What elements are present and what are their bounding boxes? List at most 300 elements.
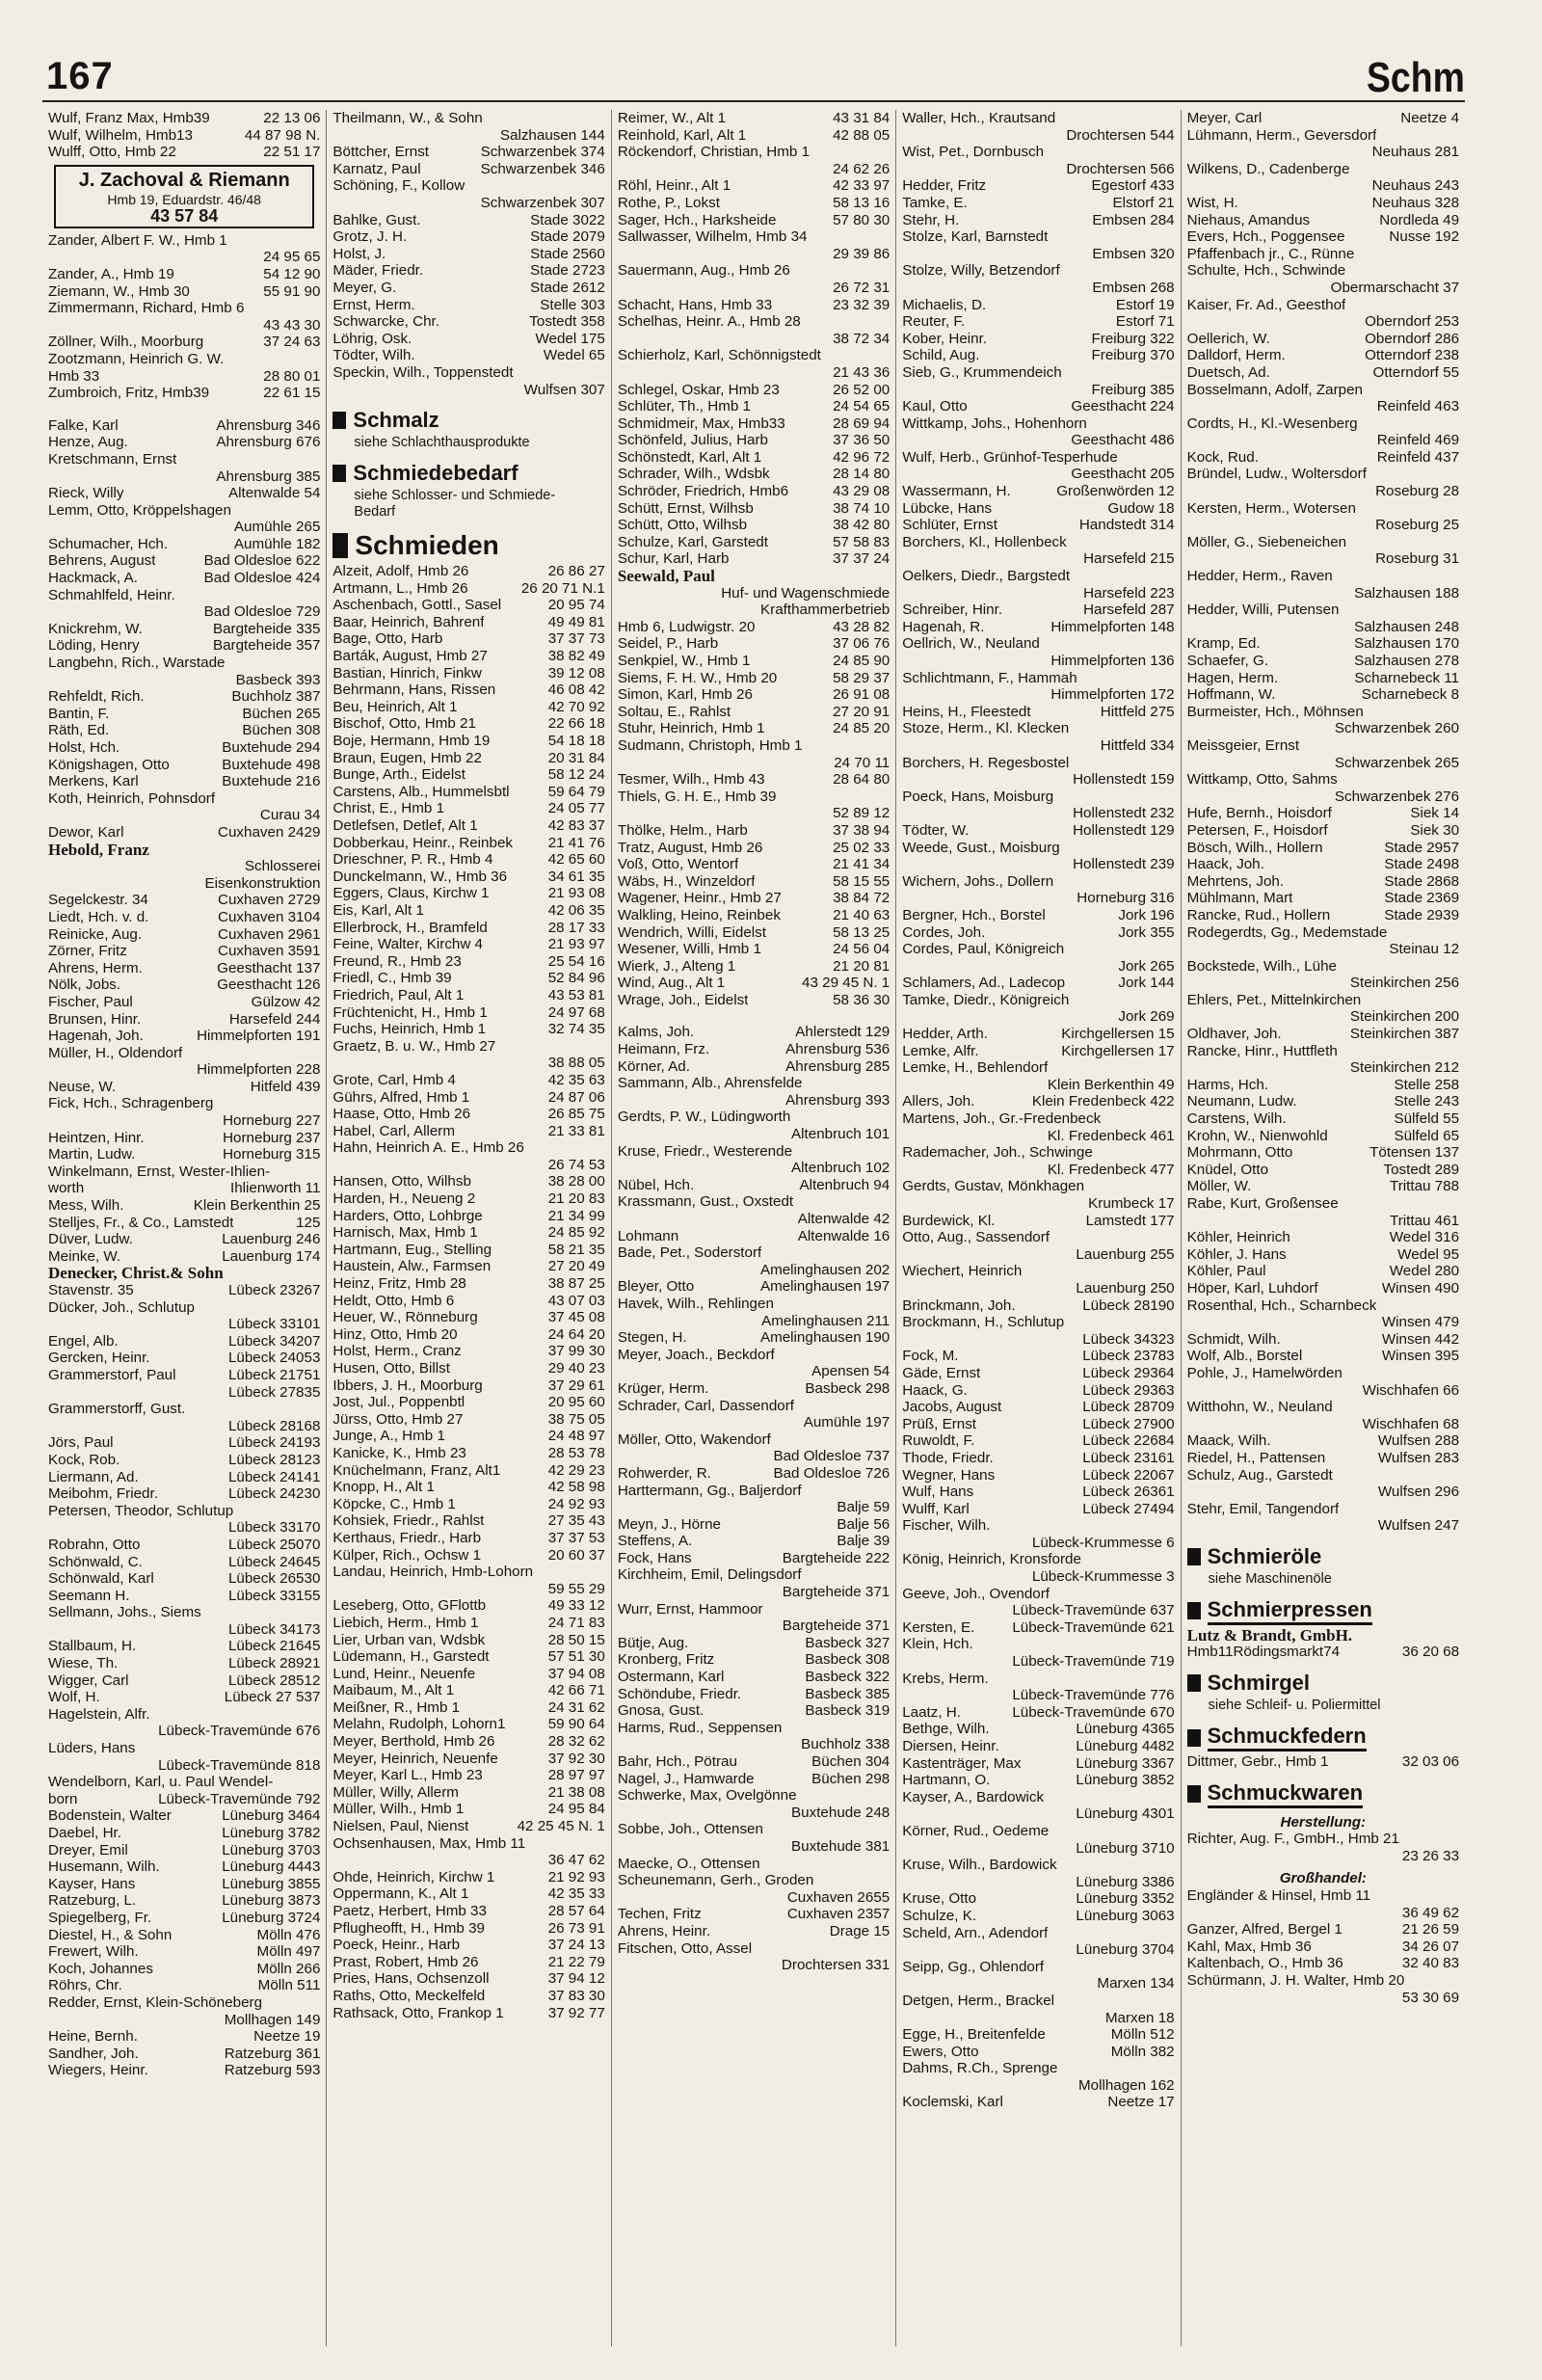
entry-name: Ehlers, Pet., Mittelnkirchen: [1186, 991, 1362, 1008]
entry-phone: 42 25 45 N. 1: [517, 1818, 605, 1835]
entry-phone: Freiburg 370: [1091, 347, 1175, 364]
entry-phone: 42 33 97: [833, 177, 891, 195]
listing-entry: [618, 534, 890, 551]
listing-entry: [1187, 873, 1459, 891]
listing-entry: [332, 382, 604, 399]
listing-entry: [618, 1821, 890, 1838]
entry-name: Schwarcke, Chr.: [332, 313, 439, 331]
entry-phone: Lüneburg 3464: [222, 1807, 321, 1825]
listing-entry: [902, 1144, 1174, 1162]
entry-name: Wagener, Heinr., Hmb 27: [617, 890, 782, 907]
listing-entry: [618, 1143, 890, 1161]
listing-entry: [618, 1805, 890, 1822]
entry-phone: Reinfeld 437: [1376, 448, 1460, 466]
entry-phone: Aumühle 182: [233, 535, 321, 552]
listing-entry: [618, 1889, 890, 1907]
entry-name: Hmb 33: [48, 367, 100, 385]
page-number: 167: [46, 55, 114, 97]
listing-entry: [902, 415, 1174, 433]
entry-name: Müller, Wilh., Hmb 1: [332, 1801, 465, 1818]
listing-entry: [1187, 1905, 1459, 1922]
entry-phone: Stade 2723: [530, 262, 605, 280]
entry-phone: Oberndorf 253: [1365, 313, 1460, 331]
category-title: Schmalz: [353, 408, 439, 433]
entry-phone: Mölln 266: [256, 1960, 321, 1977]
entry-phone: Freiburg 385: [1091, 381, 1175, 398]
listing-entry: [48, 1791, 320, 1808]
entry-phone: Lübeck-Krummesse 3: [1031, 1568, 1175, 1586]
listing-entry: [332, 936, 604, 953]
listing-entry: [618, 1092, 890, 1110]
entry-phone: Großenwörden 12: [1056, 483, 1175, 500]
listing-entry: [332, 1293, 604, 1310]
listing-entry: [1187, 1077, 1459, 1094]
listing-entry: [618, 1635, 890, 1652]
entry-phone: 28 53 78: [547, 1444, 605, 1461]
listing-entry: [332, 580, 604, 598]
entry-phone: Cuxhaven 3104: [218, 908, 321, 925]
entry-phone: 24 48 97: [547, 1428, 605, 1445]
entry-name: Schulte, Hch., Schwinde: [1186, 262, 1346, 280]
listing-entry: [902, 704, 1174, 721]
entry-phone: Schlosserei: [244, 858, 321, 875]
listing-entry: [332, 1089, 604, 1107]
entry-phone: Wischhafen 68: [1362, 1415, 1460, 1432]
listing-entry: [902, 840, 1174, 857]
entry-name: Stuhr, Heinrich, Hmb 1: [617, 720, 765, 737]
listing-entry: [332, 144, 604, 161]
entry-phone: 36 20 68: [1401, 1644, 1460, 1661]
entry-name: Koch, Johannes: [48, 1960, 153, 1977]
listing-entry: [902, 1789, 1174, 1806]
entry-name: Wrage, Joh., Eidelst: [617, 991, 749, 1008]
entry-name: Gnosa, Gust.: [617, 1702, 705, 1720]
entry-phone: Ahlerstedt 129: [795, 1024, 891, 1041]
entry-phone: Ahrensburg 393: [785, 1091, 891, 1109]
listing-entry: [332, 1157, 604, 1174]
entry-name: Bade, Pet., Soderstorf: [617, 1244, 762, 1262]
listing-entry: [618, 1109, 890, 1126]
entry-name: Dobberkau, Heinr., Reinbek: [332, 834, 513, 851]
listing-entry: [332, 1462, 604, 1480]
entry-phone: 24 31 62: [547, 1698, 605, 1716]
entry-phone: Altenwalde 42: [797, 1211, 891, 1227]
entry-phone: Embsen 320: [1092, 245, 1175, 262]
entry-name: Maack, Wilh.: [1186, 1432, 1271, 1450]
listing-entry: [332, 1173, 604, 1190]
listing-entry: [48, 1774, 320, 1791]
entry-name: Hmb11Rödingsmarkt74: [1186, 1644, 1341, 1661]
entry-phone: Horneburg 227: [223, 1112, 321, 1130]
listing-entry: [902, 1128, 1174, 1145]
entry-phone: Nordleda 49: [1379, 211, 1460, 228]
entry-phone: 24 85 92: [547, 1224, 605, 1242]
listing-entry: [902, 1162, 1174, 1179]
listing-entry: [1187, 1939, 1459, 1956]
listing-entry: [902, 1975, 1174, 1992]
listing-entry: [332, 1835, 604, 1853]
listing-entry: [332, 1818, 604, 1835]
bold-listing: Lutz & Brandt, GmbH.: [1186, 1625, 1353, 1645]
entry-name: Zander, A., Hmb 19: [48, 265, 174, 282]
entry-name: Thölke, Helm., Harb: [617, 821, 748, 839]
listing-entry: [618, 1024, 890, 1041]
entry-name: Thiels, G. H. E., Hmb 39: [617, 788, 777, 805]
listing-entry: [902, 720, 1174, 737]
bold-listing: Denecker, Christ.& Sohn: [48, 1264, 224, 1283]
listing-entry: [902, 1925, 1174, 1942]
entry-name: Kruse, Wilh., Bardowick: [902, 1857, 1057, 1874]
listing-entry: [332, 1885, 604, 1903]
entry-phone: Cuxhaven 2961: [218, 925, 321, 943]
entry-phone: 43 43 30: [263, 316, 321, 334]
listing-entry: [902, 144, 1174, 161]
listing-entry: [1187, 1921, 1459, 1939]
entry-phone: Lübeck 21751: [227, 1366, 321, 1383]
listing-entry: [1187, 1280, 1459, 1297]
entry-name: worth: [48, 1180, 85, 1197]
listing-entry: [902, 550, 1174, 568]
listing-entry: [1187, 1128, 1459, 1145]
listing-entry: [48, 1452, 320, 1469]
listing-entry: [1187, 653, 1459, 670]
listing-entry: [332, 262, 604, 280]
listing-entry: [332, 563, 604, 580]
listing-entry: [618, 602, 890, 619]
entry-phone: Roseburg 25: [1375, 517, 1460, 534]
entry-phone: Amelinghausen 211: [761, 1312, 891, 1329]
entry-name: Wulf, Franz Max, Hmb39: [48, 110, 210, 126]
listing-entry: [618, 1483, 890, 1500]
listing-entry: [902, 1213, 1174, 1230]
entry-name: Sellmann, Johs., Siems: [48, 1604, 201, 1621]
entry-phone: Geesthacht 205: [1071, 466, 1175, 483]
entry-name: Zander, Albert F. W., Hmb 1: [48, 231, 227, 249]
entry-name: Stavenstr. 35: [48, 1282, 134, 1298]
entry-name: Sammann, Alb., Ahrensfelde: [617, 1075, 803, 1092]
entry-name: Eggers, Claus, Kirchw 1: [332, 885, 490, 902]
listing-entry: [902, 228, 1174, 246]
listing-entry: [48, 434, 320, 451]
entry-name: Rosenthal, Hch., Scharnbeck: [1186, 1297, 1377, 1314]
entry-phone: Lübeck 26530: [227, 1570, 321, 1588]
listing-entry: [902, 262, 1174, 280]
listing-entry: [618, 1126, 890, 1143]
listing-entry: [48, 1740, 320, 1757]
entry-phone: 38 74 10: [833, 499, 891, 517]
entry-phone: 27 20 91: [833, 703, 891, 720]
listing-entry: [48, 1163, 320, 1181]
entry-name: Scheunemann, Gerh., Groden: [617, 1872, 814, 1889]
entry-name: Schulze, K.: [902, 1907, 977, 1924]
entry-name: Falke, Karl: [48, 416, 119, 434]
entry-phone: Curau 34: [259, 807, 321, 824]
column-5: [1182, 110, 1465, 2346]
entry-name: Neumann, Ludw.: [1186, 1093, 1297, 1110]
listing-entry: [332, 1360, 604, 1377]
listing-entry: [1187, 670, 1459, 687]
listing-entry: [332, 1988, 604, 2005]
entry-phone: Lübeck-Travemünde 670: [1012, 1703, 1175, 1721]
listing-entry: [48, 824, 320, 842]
listing-entry: [1187, 1644, 1459, 1661]
listing-entry: [902, 1704, 1174, 1722]
listing-entry: [902, 1687, 1174, 1704]
listing-entry: [902, 1568, 1174, 1586]
entry-phone: Stelle 243: [1394, 1093, 1460, 1110]
entry-name: König, Heinrich, Kronsforde: [902, 1551, 1081, 1568]
entry-phone: Buchholz 387: [231, 688, 321, 706]
listing-entry: [48, 1825, 320, 1842]
entry-name: Grammerstorff, Gust.: [48, 1401, 186, 1418]
entry-phone: 38 88 05: [547, 1055, 605, 1072]
entry-name: Ratzeburg, L.: [48, 1892, 137, 1910]
entry-phone: 49 33 12: [547, 1597, 605, 1615]
listing-entry: [618, 975, 890, 992]
entry-phone: Steinkirchen 387: [1349, 1026, 1460, 1043]
entry-phone: Reinfeld 469: [1376, 432, 1460, 449]
column-2: [327, 110, 611, 2346]
entry-phone: Winsen 442: [1381, 1330, 1460, 1348]
listing-entry: [332, 297, 604, 314]
listing-entry: [332, 1733, 604, 1751]
entry-name: Heuer, W., Rönneburg: [332, 1309, 478, 1326]
entry-name: Stehr, Emil, Tangendorf: [1186, 1500, 1340, 1517]
entry-name: Wurr, Ernst, Hammoor: [617, 1600, 763, 1618]
entry-name: Aschenbach, Gottl., Sasel: [332, 597, 502, 614]
entry-name: Carstens, Wilh.: [1186, 1110, 1287, 1128]
entry-name: Riedel, H., Pattensen: [1186, 1449, 1326, 1466]
entry-name: Bosselmann, Adolf, Zarpen: [1186, 381, 1363, 398]
entry-phone: 55 91 90: [263, 282, 321, 300]
entry-name: Cordts, H., Kl.-Wesenberg: [1186, 414, 1358, 432]
entry-phone: Wedel 316: [1389, 1229, 1460, 1246]
listing-entry: [48, 2012, 320, 2029]
entry-name: Mess, Wilh.: [48, 1197, 124, 1215]
listing-entry: [902, 585, 1174, 602]
entry-name: Schumacher, Hch.: [48, 535, 169, 552]
entry-name: Wigger, Carl: [48, 1671, 129, 1689]
entry-name: Schöning, F., Kollow: [332, 177, 465, 195]
entry-phone: Lüneburg 4443: [222, 1859, 321, 1876]
listing-entry: [48, 1994, 320, 2012]
listing-entry: [902, 619, 1174, 636]
entry-name: Brockmann, H., Schlutup: [902, 1314, 1065, 1331]
listing-entry: [618, 805, 890, 822]
listing-entry: [332, 733, 604, 750]
entry-phone: 37 36 50: [833, 432, 891, 449]
entry-phone: 20 60 37: [547, 1546, 605, 1564]
listing-entry: [1187, 1831, 1459, 1848]
listing-entry: [48, 1519, 320, 1537]
listing-entry: [1187, 1059, 1459, 1077]
listing-entry: [48, 1554, 320, 1571]
entry-name: Schmidt, Wilh.: [1186, 1330, 1281, 1348]
entry-name: Merkens, Karl: [48, 773, 139, 790]
entry-name: Rodegerdts, Gg., Medemstade: [1186, 923, 1388, 941]
entry-phone: Stelle 258: [1394, 1076, 1460, 1093]
entry-phone: Basbeck 393: [235, 671, 321, 688]
listing-entry: [48, 1350, 320, 1367]
entry-name: Wulff, Karl: [902, 1500, 970, 1517]
entry-name: Barták, August, Hmb 27: [332, 648, 488, 665]
listing-entry: [902, 890, 1174, 907]
entry-phone: Jork 265: [1118, 957, 1175, 975]
listing-entry: [332, 1530, 604, 1547]
listing-entry: [1187, 449, 1459, 467]
entry-phone: Buxtehude 498: [222, 756, 321, 773]
entry-phone: Oberndorf 286: [1365, 330, 1460, 347]
entry-phone: 28 50 15: [547, 1631, 605, 1648]
listing-entry: [48, 1706, 320, 1724]
listing-entry: [902, 1551, 1174, 1568]
entry-name: Kock, Rud.: [1186, 448, 1259, 466]
entry-phone: Wulfsen 283: [1377, 1449, 1460, 1466]
entry-name: Schmidmeir, Max, Hmb33: [617, 414, 785, 432]
entry-phone: Lüneburg 3873: [222, 1892, 321, 1910]
listing-entry: [902, 602, 1174, 619]
listing-entry: [618, 1296, 890, 1313]
entry-name: Sudmann, Christoph, Hmb 1: [617, 736, 803, 754]
listing-entry: [332, 1801, 604, 1818]
ad-address: Hmb 19, Eduardstr. 46/48: [107, 191, 261, 207]
entry-phone: Lübeck 27835: [227, 1383, 321, 1401]
listing-entry: [1187, 1416, 1459, 1433]
entry-name: Wendelborn, Karl, u. Paul Wendel-: [48, 1774, 274, 1791]
listing-entry: [618, 1380, 890, 1398]
entry-phone: 26 91 08: [833, 686, 891, 704]
entry-name: Jörs, Paul: [48, 1434, 114, 1452]
entry-name: Schröder, Friedrich, Hmb6: [617, 483, 789, 500]
listing-entry: [1187, 550, 1459, 568]
listing-entry: [618, 110, 890, 127]
entry-name: Bischof, Otto, Hmb 21: [332, 715, 476, 733]
entry-phone: Trittau 788: [1389, 1178, 1460, 1195]
entry-phone: Himmelpforten 228: [197, 1061, 321, 1079]
listing-entry: [902, 635, 1174, 653]
entry-phone: 42 29 23: [547, 1461, 605, 1479]
entry-name: Nagel, J., Hamwarde: [617, 1770, 755, 1787]
entry-phone: Schwarzenbek 276: [1334, 788, 1460, 805]
listing-entry: [48, 334, 320, 351]
entry-name: Schreiber, Hinr.: [902, 602, 1003, 619]
listing-entry: [618, 1651, 890, 1669]
entry-name: Schlüter, Ernst: [902, 517, 997, 534]
listing-entry: [332, 1004, 604, 1022]
entry-name: Kruse, Otto: [902, 1890, 977, 1908]
listing-entry: [1187, 144, 1459, 161]
subheading: Herstellung:: [1280, 1813, 1367, 1831]
entry-name: Krüger, Herm.: [617, 1379, 709, 1397]
entry-name: Niehaus, Amandus: [1186, 211, 1311, 228]
entry-name: Karnatz, Paul: [332, 160, 421, 177]
entry-phone: 27 35 43: [547, 1512, 605, 1530]
entry-name: Kirchheim, Emil, Delingsdorf: [617, 1566, 802, 1584]
entry-phone: Apensen 54: [811, 1363, 891, 1380]
entry-name: Stolze, Karl, Barnstedt: [902, 228, 1049, 246]
entry-phone: Bargteheide 357: [212, 637, 321, 655]
entry-name: Haack, G.: [902, 1381, 968, 1399]
listing-entry: [1187, 1093, 1459, 1110]
entry-name: Wichern, Johs., Dollern: [902, 872, 1054, 890]
entry-name: Stehr, H.: [902, 211, 960, 228]
listing-entry: [1187, 975, 1459, 992]
entry-phone: Egestorf 433: [1091, 177, 1175, 195]
ad-company-name: J. Zachoval & Riemann: [78, 169, 290, 191]
listing-entry: [902, 398, 1174, 415]
entry-phone: 42 65 60: [547, 851, 605, 869]
entry-name: Harttermann, Gg., Baljerdorf: [617, 1482, 802, 1499]
entry-name: Stolze, Willy, Betzendorf: [902, 262, 1060, 280]
entry-phone: Steinau 12: [1389, 941, 1460, 958]
entry-name: Bahr, Hch., Pötrau: [617, 1753, 737, 1770]
listing-entry: [332, 665, 604, 682]
entry-phone: Drochtersen 544: [1066, 126, 1175, 144]
listing-entry: [618, 1618, 890, 1635]
entry-phone: 26 73 91: [547, 1919, 605, 1937]
entry-name: Schacht, Hans, Hmb 33: [617, 296, 773, 313]
listing-entry: [1187, 686, 1459, 704]
entry-name: Lund, Heinr., Neuenfe: [332, 1665, 476, 1682]
entry-phone: Lübeck-Krummesse 6: [1031, 1534, 1175, 1551]
entry-name: Bethge, Wilh.: [902, 1721, 990, 1738]
listing-entry: [1187, 1972, 1459, 1990]
listing-entry: [332, 1106, 604, 1123]
entry-name: Köhler, J. Hans: [1186, 1245, 1287, 1263]
listing-entry: [332, 1411, 604, 1429]
entry-name: Reinicke, Aug.: [48, 925, 143, 943]
entry-phone: Klein Berkenthin 25: [193, 1197, 321, 1215]
entry-phone: Kirchgellersen 17: [1061, 1042, 1175, 1059]
listing-entry: [618, 1193, 890, 1211]
section-gap: [48, 402, 320, 417]
entry-name: Pflugheofft, H., Hmb 39: [332, 1919, 485, 1937]
listing-entry: [1187, 313, 1459, 331]
listing-entry: [1187, 635, 1459, 653]
listing-entry: [332, 110, 604, 127]
entry-name: Prast, Robert, Hmb 26: [332, 1953, 479, 1970]
entry-name: Bantin, F.: [48, 705, 110, 722]
entry-name: Hartmann, O.: [902, 1772, 991, 1789]
listing-entry: [618, 907, 890, 924]
listing-entry: [48, 672, 320, 689]
entry-phone: Hittfeld 334: [1100, 736, 1175, 754]
entry-name: Harnisch, Max, Hmb 1: [332, 1224, 478, 1242]
column-4: [896, 110, 1181, 2346]
entry-phone: 58 29 37: [833, 669, 891, 686]
entry-name: Löhrig, Osk.: [332, 330, 412, 347]
entry-name: Maecke, O., Ottensen: [617, 1855, 760, 1872]
entry-name: Köhler, Paul: [1186, 1263, 1266, 1280]
entry-name: Spiegelberg, Fr.: [48, 1909, 152, 1926]
entry-name: Hahn, Heinrich A. E., Hmb 26: [332, 1139, 524, 1157]
entry-name: Wulf, Hans: [902, 1484, 974, 1501]
entry-name: Diestel, H., & Sohn: [48, 1926, 173, 1943]
listing-entry: [332, 1920, 604, 1938]
listing-entry: [1187, 890, 1459, 907]
entry-phone: Stade 2560: [530, 245, 605, 262]
entry-phone: Bad Oldesloe 729: [203, 603, 321, 621]
entry-name: Rabe, Kurt, Großensee: [1186, 1195, 1339, 1212]
entry-name: Zörner, Fritz: [48, 943, 127, 960]
entry-phone: Embsen 284: [1092, 211, 1175, 228]
listing-entry: [902, 466, 1174, 483]
listing-entry: [1187, 1331, 1459, 1349]
entry-name: Ruwoldt, F.: [902, 1432, 975, 1450]
entry-name: Holst, J.: [332, 245, 386, 262]
listing-entry: [902, 432, 1174, 449]
listing-entry: [332, 1632, 604, 1649]
